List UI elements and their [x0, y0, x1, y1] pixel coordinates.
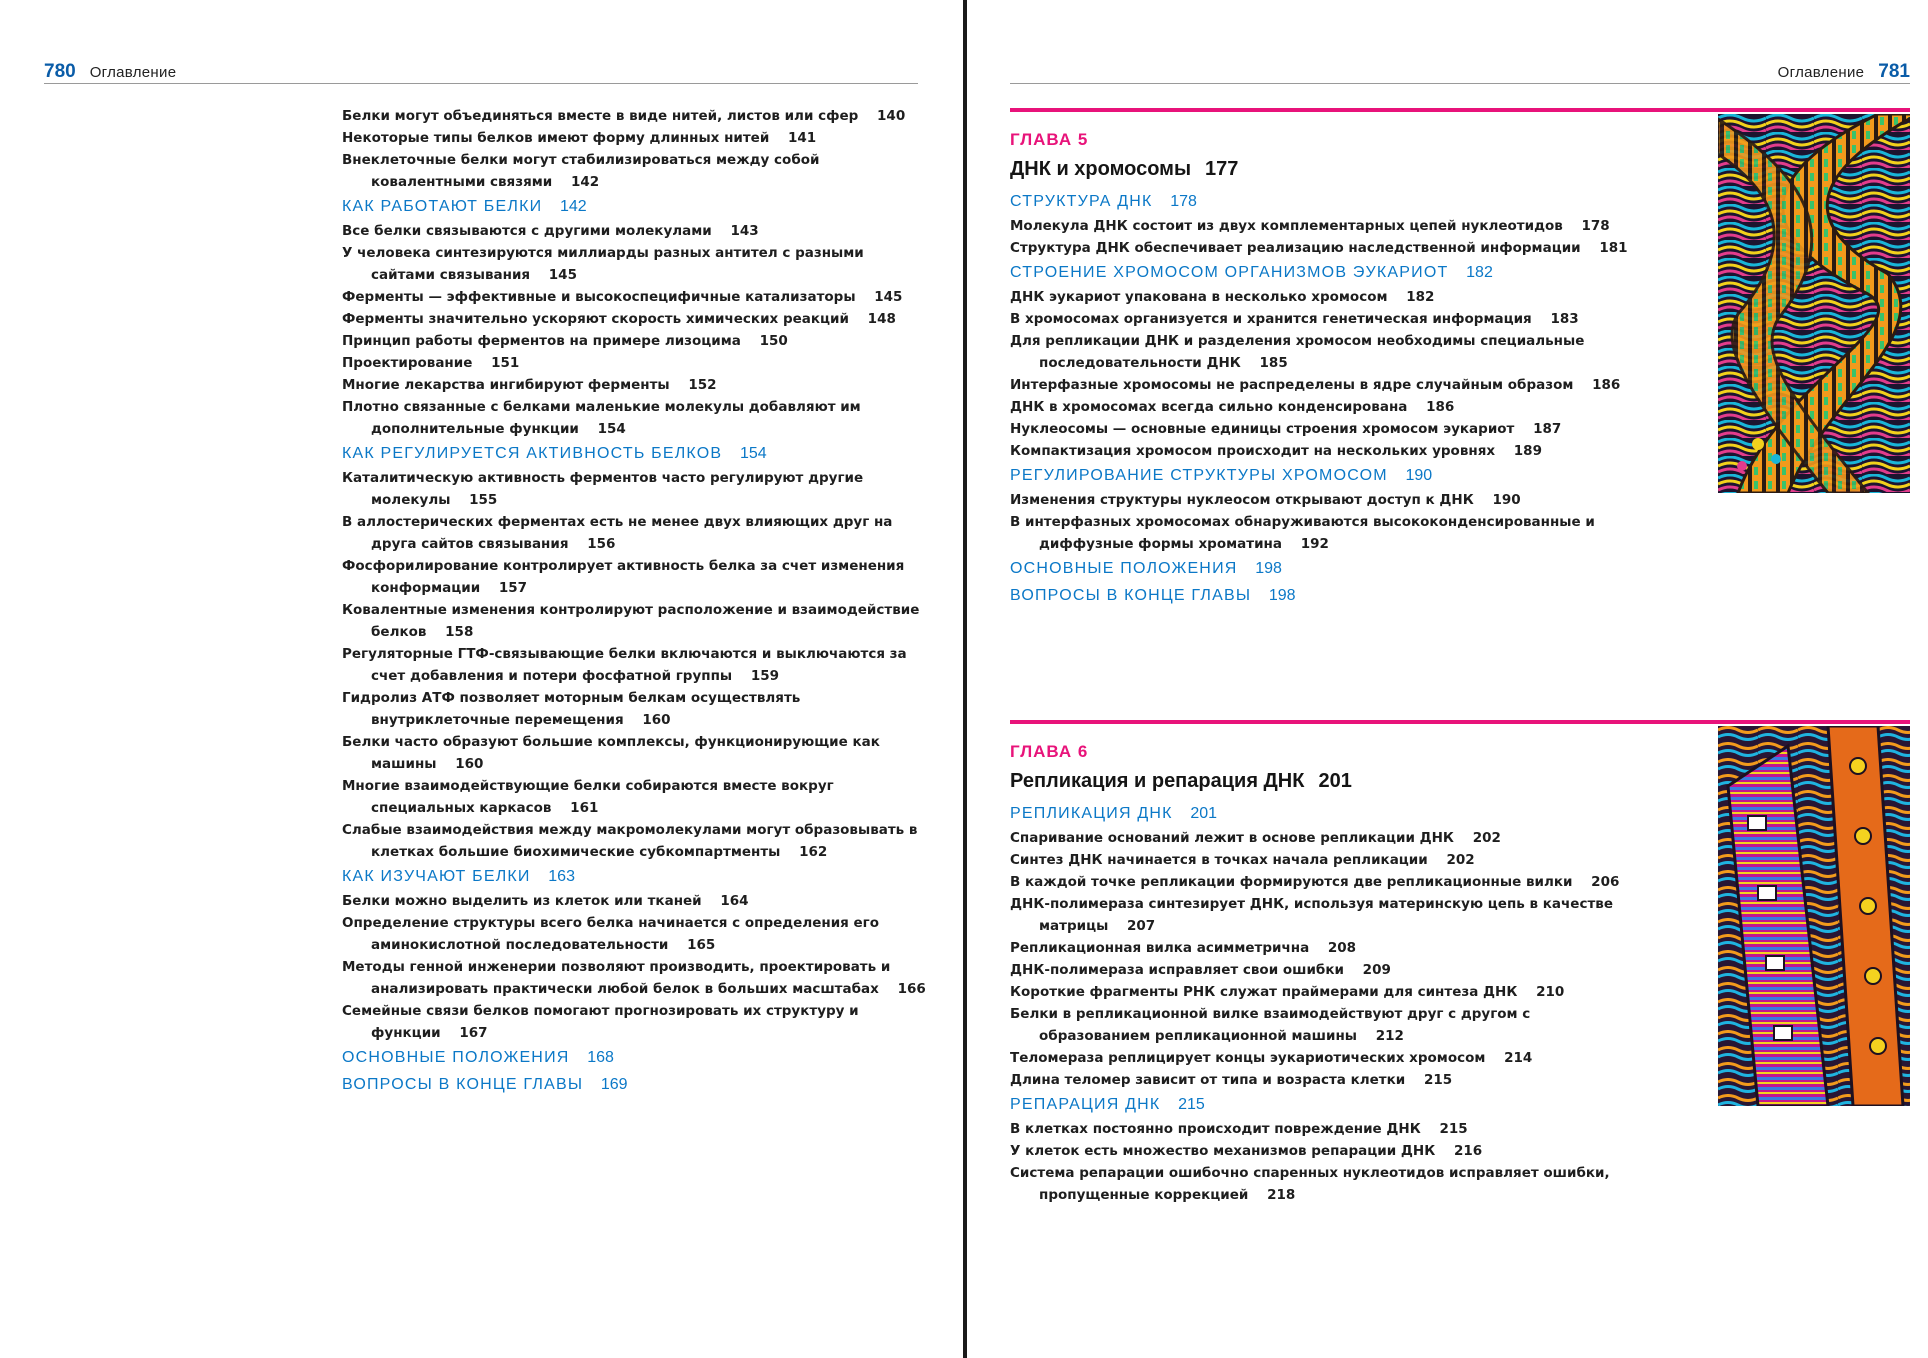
- toc-entry: [1010, 215, 1630, 237]
- toc-line: [342, 105, 927, 127]
- toc-entry: [342, 127, 927, 149]
- toc-entry-text: Интерфазные хромосомы не распределены в ядре случайным образом: [1010, 377, 1574, 393]
- toc-line: [342, 352, 927, 374]
- toc-line: [342, 643, 927, 687]
- toc-entry: [1010, 440, 1630, 462]
- toc-entry: [342, 352, 927, 374]
- toc-entry-text: Ферменты значительно ускоряют скорость химических реакций: [342, 311, 849, 327]
- toc-line: [1010, 1162, 1630, 1206]
- toc-entry-page: 168: [587, 1049, 614, 1066]
- toc-line: [342, 330, 927, 352]
- toc-entry-page: 189: [1513, 443, 1542, 459]
- toc-entry-page: 181: [1599, 240, 1628, 256]
- toc-entry-page: 145: [874, 289, 903, 305]
- right-page-number: 781: [1878, 61, 1910, 82]
- toc-line: [342, 440, 927, 467]
- toc-entry-page: 159: [750, 668, 780, 684]
- toc-entry-page: 190: [1405, 467, 1433, 484]
- toc-line: [342, 956, 927, 1000]
- toc-line: [1010, 462, 1630, 489]
- toc-entry-page: 162: [799, 844, 828, 860]
- toc-line: [342, 511, 927, 555]
- toc-entry-text: У человека синтезируются миллиарды разных антител с разными сайтами связывания: [342, 245, 864, 283]
- toc-entry: [342, 555, 927, 599]
- toc-entry-page: 187: [1533, 421, 1562, 437]
- toc-entry-text: КАК РАБОТАЮТ БЕЛКИ: [342, 198, 543, 215]
- toc-entry: [1010, 1003, 1630, 1047]
- toc-entry: [342, 149, 927, 193]
- toc-entry-text: Теломераза реплицирует концы эукариотических хромосом: [1010, 1050, 1486, 1066]
- toc-section-heading: [1010, 259, 1630, 286]
- toc-entry-page: 186: [1426, 399, 1455, 415]
- toc-entry-page: 178: [1170, 193, 1197, 210]
- chapter-5-title-page: 177: [1205, 158, 1239, 180]
- toc-entry-text: Все белки связываются с другими молекулами: [342, 223, 712, 239]
- toc-entry: [1010, 1162, 1630, 1206]
- toc-entry-text: В интерфазных хромосомах обнаруживаются высококонденсированные и диффузные формы хроматина: [1010, 514, 1595, 552]
- toc-entry-text: СТРУКТУРА ДНК: [1010, 193, 1153, 210]
- toc-entry-page: 152: [688, 377, 717, 393]
- toc-entry-text: Плотно связанные с белками маленькие молекулы добавляют им дополнительные функции: [342, 399, 861, 437]
- toc-entry-page: 209: [1362, 962, 1391, 978]
- right-header-title: Оглавление: [1777, 64, 1865, 81]
- toc-entry-text: Длина теломер зависит от типа и возраста клетки: [1010, 1072, 1406, 1088]
- toc-line: [1010, 959, 1630, 981]
- toc-entry-text: Фосфорилирование контролирует активность белка за счет изменения конформации: [342, 558, 905, 596]
- toc-entry-text: В аллостерических ферментах есть не менее двух влияющих друг на друга сайтов связывания: [342, 514, 893, 552]
- toc-section-heading: [1010, 800, 1630, 827]
- toc-entry-page: 163: [548, 868, 575, 885]
- toc-section-heading: [342, 440, 927, 467]
- toc-line: [1010, 555, 1630, 582]
- toc-line: [1010, 1069, 1630, 1091]
- toc-line: [1010, 286, 1630, 308]
- toc-entry: [342, 467, 927, 511]
- toc-entry: [1010, 893, 1630, 937]
- toc-entry-text: Каталитическую активность ферментов часто регулируют другие молекулы: [342, 470, 864, 508]
- toc-entry-page: 215: [1423, 1072, 1453, 1088]
- toc-line: [1010, 582, 1630, 609]
- toc-line: [1010, 849, 1630, 871]
- toc-entry: [1010, 511, 1630, 555]
- toc-entry-page: 155: [469, 492, 498, 508]
- toc-line: [342, 467, 927, 511]
- toc-entry: [342, 731, 927, 775]
- toc-entry-text: Система репарации ошибочно спаренных нуклеотидов исправляет ошибки, пропущенные коррекцией: [1010, 1165, 1610, 1203]
- chapter-6-label: ГЛАВА 6: [1010, 742, 1089, 761]
- toc-entry-text: В хромосомах организуется и хранится генетическая информация: [1010, 311, 1532, 327]
- toc-line: [1010, 937, 1630, 959]
- toc-section-heading: [1010, 462, 1630, 489]
- toc-entry-text: КАК ИЗУЧАЮТ БЕЛКИ: [342, 868, 531, 885]
- toc-entry: [1010, 871, 1630, 893]
- toc-entry-text: РЕГУЛИРОВАНИЕ СТРУКТУРЫ ХРОМОСОМ: [1010, 467, 1388, 484]
- toc-section-heading: [1010, 555, 1630, 582]
- toc-entry-text: Принцип работы ферментов на примере лизоцима: [342, 333, 741, 349]
- right-page: [968, 0, 1928, 1358]
- toc-line: [342, 1000, 927, 1044]
- toc-entry-text: Некоторые типы белков имеют форму длинных нитей: [342, 130, 770, 146]
- toc-line: [342, 242, 927, 286]
- toc-entry: [1010, 1069, 1630, 1091]
- book-spine-divider: [963, 0, 967, 1358]
- toc-line: [1010, 215, 1630, 237]
- chapter-5-toc-list: [1010, 188, 1630, 609]
- toc-entry-text: СТРОЕНИЕ ХРОМОСОМ ОРГАНИЗМОВ ЭУКАРИОТ: [1010, 264, 1449, 281]
- toc-entry-page: 142: [559, 198, 587, 215]
- toc-line: [1010, 1118, 1630, 1140]
- toc-entry-page: 190: [1492, 492, 1521, 508]
- toc-entry: [1010, 374, 1630, 396]
- toc-entry: [342, 599, 927, 643]
- toc-entry: [1010, 308, 1630, 330]
- right-header-rule: [1010, 83, 1910, 84]
- toc-line: [1010, 374, 1630, 396]
- chapter-6-top-bar: [1010, 720, 1910, 724]
- left-page-header: [44, 60, 176, 84]
- toc-section-heading: [1010, 188, 1630, 215]
- toc-entry-page: 141: [788, 130, 817, 146]
- toc-entry: [1010, 959, 1630, 981]
- toc-line: [342, 193, 927, 220]
- toc-line: [1010, 259, 1630, 286]
- toc-entry-text: Многие лекарства ингибируют ферменты: [342, 377, 670, 393]
- toc-entry-page: 210: [1536, 984, 1565, 1000]
- toc-entry-page: 207: [1127, 918, 1156, 934]
- toc-line: [1010, 893, 1630, 937]
- toc-entry-text: Короткие фрагменты РНК служат праймерами для синтеза ДНК: [1010, 984, 1518, 1000]
- chapter-5-label: ГЛАВА 5: [1010, 130, 1089, 149]
- toc-entry-page: 212: [1375, 1028, 1404, 1044]
- toc-section-heading: [1010, 1091, 1630, 1118]
- toc-entry: [342, 775, 927, 819]
- toc-line: [342, 912, 927, 956]
- toc-entry: [1010, 827, 1630, 849]
- toc-entry-text: Белки можно выделить из клеток или тканей: [342, 893, 702, 909]
- chapter-5-title: [1010, 158, 1238, 181]
- left-page-number: 780: [44, 61, 76, 82]
- toc-entry-page: 186: [1592, 377, 1621, 393]
- toc-entry-text: Молекула ДНК состоит из двух комплементарных цепей нуклеотидов: [1010, 218, 1563, 234]
- toc-entry-text: Синтез ДНК начинается в точках начала репликации: [1010, 852, 1428, 868]
- chapter-5-title-text: ДНК и хромосомы: [1010, 158, 1192, 180]
- toc-entry-text: Репликационная вилка асимметрична: [1010, 940, 1310, 956]
- left-header-rule: [44, 83, 918, 84]
- toc-entry: [1010, 286, 1630, 308]
- toc-entry: [342, 242, 927, 286]
- toc-entry-page: 182: [1406, 289, 1435, 305]
- toc-entry-text: Слабые взаимодействия между макромолекулами могут образовывать в клетках большие биохимические субкомпартменты: [342, 822, 918, 860]
- toc-line: [342, 1071, 927, 1098]
- chapter-5-dna-artwork: [1718, 114, 1910, 493]
- toc-entry: [342, 308, 927, 330]
- toc-entry-page: 154: [739, 445, 767, 462]
- toc-entry-text: Компактизация хромосом происходит на нескольких уровнях: [1010, 443, 1496, 459]
- right-page-header: [1778, 60, 1910, 84]
- toc-entry-page: 202: [1446, 852, 1475, 868]
- toc-entry: [342, 330, 927, 352]
- toc-entry-text: ВОПРОСЫ В КОНЦЕ ГЛАВЫ: [1010, 587, 1252, 604]
- toc-entry-text: Ферменты — эффективные и высокоспецифичные катализаторы: [342, 289, 856, 305]
- toc-entry-text: У клеток есть множество механизмов репарации ДНК: [1010, 1143, 1436, 1159]
- toc-line: [1010, 237, 1630, 259]
- toc-entry: [342, 912, 927, 956]
- toc-entry-page: 178: [1581, 218, 1610, 234]
- toc-entry-page: 161: [570, 800, 599, 816]
- toc-entry-page: 164: [720, 893, 749, 909]
- toc-entry-page: 143: [730, 223, 759, 239]
- toc-entry-page: 215: [1178, 1096, 1205, 1113]
- toc-line: [342, 1044, 927, 1071]
- toc-entry-page: 183: [1550, 311, 1579, 327]
- toc-line: [1010, 440, 1630, 462]
- toc-line: [342, 374, 927, 396]
- toc-entry-page: 214: [1504, 1050, 1533, 1066]
- toc-entry-page: 160: [455, 756, 484, 772]
- toc-entry-text: РЕПЛИКАЦИЯ ДНК: [1010, 805, 1173, 822]
- toc-entry-text: Изменения структуры нуклеосом открывают доступ к ДНК: [1010, 492, 1474, 508]
- toc-entry-page: 160: [642, 712, 671, 728]
- toc-line: [342, 819, 927, 863]
- toc-section-heading: [342, 193, 927, 220]
- toc-entry-page: 156: [587, 536, 616, 552]
- toc-line: [342, 286, 927, 308]
- chapter-6-title-page: 201: [1318, 770, 1352, 792]
- toc-entry-page: 148: [867, 311, 896, 327]
- toc-entry: [342, 220, 927, 242]
- toc-entry: [342, 819, 927, 863]
- toc-entry-page: 215: [1439, 1121, 1468, 1137]
- toc-entry-page: 151: [491, 355, 520, 371]
- toc-entry-page: 182: [1466, 264, 1493, 281]
- toc-entry-text: Регуляторные ГТФ-связывающие белки включаются и выключаются за счет добавления и потери фосфатной группы: [342, 646, 907, 684]
- toc-section-heading: [342, 1071, 927, 1098]
- toc-entry-page: 145: [548, 267, 577, 283]
- toc-entry-page: 216: [1453, 1143, 1483, 1159]
- toc-entry-page: 140: [877, 108, 906, 124]
- toc-entry: [1010, 937, 1630, 959]
- chapter-6-block: [1010, 720, 1910, 1320]
- toc-line: [1010, 1003, 1630, 1047]
- toc-entry-text: Методы генной инженерии позволяют производить, проектировать и анализировать практически любой белок в больших масштабах: [342, 959, 891, 997]
- toc-line: [1010, 188, 1630, 215]
- toc-entry-page: 158: [445, 624, 474, 640]
- toc-entry-text: В клетках постоянно происходит повреждение ДНК: [1010, 1121, 1421, 1137]
- toc-entry-page: 198: [1268, 587, 1296, 604]
- toc-entry-page: 206: [1591, 874, 1620, 890]
- toc-line: [342, 775, 927, 819]
- toc-line: [1010, 871, 1630, 893]
- toc-line: [1010, 1091, 1630, 1118]
- toc-entry-page: 154: [597, 421, 626, 437]
- toc-entry: [1010, 981, 1630, 1003]
- toc-line: [342, 220, 927, 242]
- toc-entry-text: Семейные связи белков помогают прогнозировать их структуру и функции: [342, 1003, 859, 1041]
- toc-line: [342, 731, 927, 775]
- toc-entry: [1010, 1047, 1630, 1069]
- toc-entry-text: ОСНОВНЫЕ ПОЛОЖЕНИЯ: [1010, 560, 1238, 577]
- toc-entry-text: В каждой точке репликации формируются две репликационные вилки: [1010, 874, 1573, 890]
- toc-entry-text: Белки часто образуют большие комплексы, функционирующие как машины: [342, 734, 880, 772]
- toc-entry: [342, 687, 927, 731]
- toc-entry-page: 150: [759, 333, 788, 349]
- toc-line: [1010, 418, 1630, 440]
- toc-entry-text: Структура ДНК обеспечивает реализацию наследственной информации: [1010, 240, 1581, 256]
- toc-entry: [1010, 489, 1630, 511]
- toc-line: [342, 308, 927, 330]
- toc-line: [1010, 489, 1630, 511]
- toc-entry-page: 165: [687, 937, 716, 953]
- toc-line: [342, 687, 927, 731]
- toc-line: [1010, 396, 1630, 418]
- toc-entry: [1010, 396, 1630, 418]
- toc-entry-page: 166: [897, 981, 926, 997]
- toc-entry: [342, 286, 927, 308]
- toc-entry-page: 157: [498, 580, 528, 596]
- toc-entry-text: РЕПАРАЦИЯ ДНК: [1010, 1096, 1161, 1113]
- toc-entry-text: Гидролиз АТФ позволяет моторным белкам осуществлять внутриклеточные перемещения: [342, 690, 801, 728]
- toc-entry: [342, 1000, 927, 1044]
- toc-entry-text: Нуклеосомы — основные единицы строения хромосом эукариот: [1010, 421, 1515, 437]
- toc-line: [1010, 827, 1630, 849]
- toc-entry-text: Ковалентные изменения контролируют расположение и взаимодействие белков: [342, 602, 920, 640]
- toc-entry: [342, 396, 927, 440]
- chapter-6-replication-artwork: [1718, 726, 1910, 1106]
- toc-entry-text: Для репликации ДНК и разделения хромосом необходимы специальные последовательности ДНК: [1010, 333, 1585, 371]
- toc-line: [1010, 800, 1630, 827]
- toc-entry-text: Белки в репликационной вилке взаимодействуют друг с другом с образованием репликационной машины: [1010, 1006, 1531, 1044]
- toc-entry-text: ДНК-полимераза синтезирует ДНК, используя материнскую цепь в качестве матрицы: [1010, 896, 1613, 934]
- toc-entry: [342, 890, 927, 912]
- toc-entry: [342, 105, 927, 127]
- toc-entry: [342, 511, 927, 555]
- toc-section-heading: [342, 863, 927, 890]
- toc-entry-page: 169: [600, 1076, 628, 1093]
- toc-line: [1010, 511, 1630, 555]
- toc-entry: [342, 956, 927, 1000]
- toc-entry-text: ВОПРОСЫ В КОНЦЕ ГЛАВЫ: [342, 1076, 584, 1093]
- toc-entry-text: Внеклеточные белки могут стабилизироваться между собой ковалентными связями: [342, 152, 820, 190]
- toc-line: [1010, 308, 1630, 330]
- toc-entry-text: Спаривание оснований лежит в основе репликации ДНК: [1010, 830, 1454, 846]
- toc-line: [1010, 1047, 1630, 1069]
- toc-entry-text: Белки могут объединяться вместе в виде нитей, листов или сфер: [342, 108, 859, 124]
- toc-section-heading: [342, 1044, 927, 1071]
- toc-entry-page: 198: [1255, 560, 1282, 577]
- toc-line: [1010, 1140, 1630, 1162]
- toc-entry-page: 142: [570, 174, 600, 190]
- toc-entry: [342, 643, 927, 687]
- toc-entry-page: 185: [1259, 355, 1288, 371]
- toc-entry-page: 167: [459, 1025, 488, 1041]
- toc-entry-text: ДНК в хромосомах всегда сильно конденсирована: [1010, 399, 1408, 415]
- toc-entry: [1010, 1118, 1630, 1140]
- chapter-5-top-bar: [1010, 108, 1910, 112]
- chapter-6-title-text: Репликация и репарация ДНК: [1010, 770, 1305, 792]
- toc-line: [1010, 981, 1630, 1003]
- left-toc-list: [342, 105, 927, 1098]
- toc-entry-text: ДНК эукариот упакована в несколько хромосом: [1010, 289, 1388, 305]
- toc-entry: [1010, 237, 1630, 259]
- toc-line: [342, 599, 927, 643]
- chapter-6-title: [1010, 770, 1352, 793]
- chapter-6-toc-list: [1010, 800, 1630, 1206]
- toc-line: [342, 149, 927, 193]
- toc-section-heading: [1010, 582, 1630, 609]
- toc-entry-text: ДНК-полимераза исправляет свои ошибки: [1010, 962, 1344, 978]
- toc-entry: [1010, 849, 1630, 871]
- toc-entry-page: 202: [1472, 830, 1501, 846]
- toc-entry-text: Многие взаимодействующие белки собираются вместе вокруг специальных каркасов: [342, 778, 834, 816]
- toc-entry-page: 208: [1327, 940, 1357, 956]
- toc-entry-text: ОСНОВНЫЕ ПОЛОЖЕНИЯ: [342, 1049, 570, 1066]
- toc-line: [342, 127, 927, 149]
- toc-line: [1010, 330, 1630, 374]
- toc-entry-text: КАК РЕГУЛИРУЕТСЯ АКТИВНОСТЬ БЕЛКОВ: [342, 445, 723, 462]
- toc-line: [342, 863, 927, 890]
- toc-entry: [1010, 1140, 1630, 1162]
- toc-entry-text: Определение структуры всего белка начинается с определения его аминокислотной последовательности: [342, 915, 880, 953]
- toc-line: [342, 555, 927, 599]
- toc-entry-text: Проектирование: [342, 355, 473, 371]
- toc-entry-page: 201: [1190, 805, 1218, 822]
- left-header-title: Оглавление: [89, 64, 177, 81]
- chapter-5-block: [1010, 108, 1910, 688]
- toc-line: [342, 890, 927, 912]
- toc-entry: [1010, 330, 1630, 374]
- toc-entry-page: 218: [1267, 1187, 1296, 1203]
- toc-entry: [1010, 418, 1630, 440]
- toc-entry: [342, 374, 927, 396]
- toc-entry-page: 192: [1300, 536, 1329, 552]
- toc-line: [342, 396, 927, 440]
